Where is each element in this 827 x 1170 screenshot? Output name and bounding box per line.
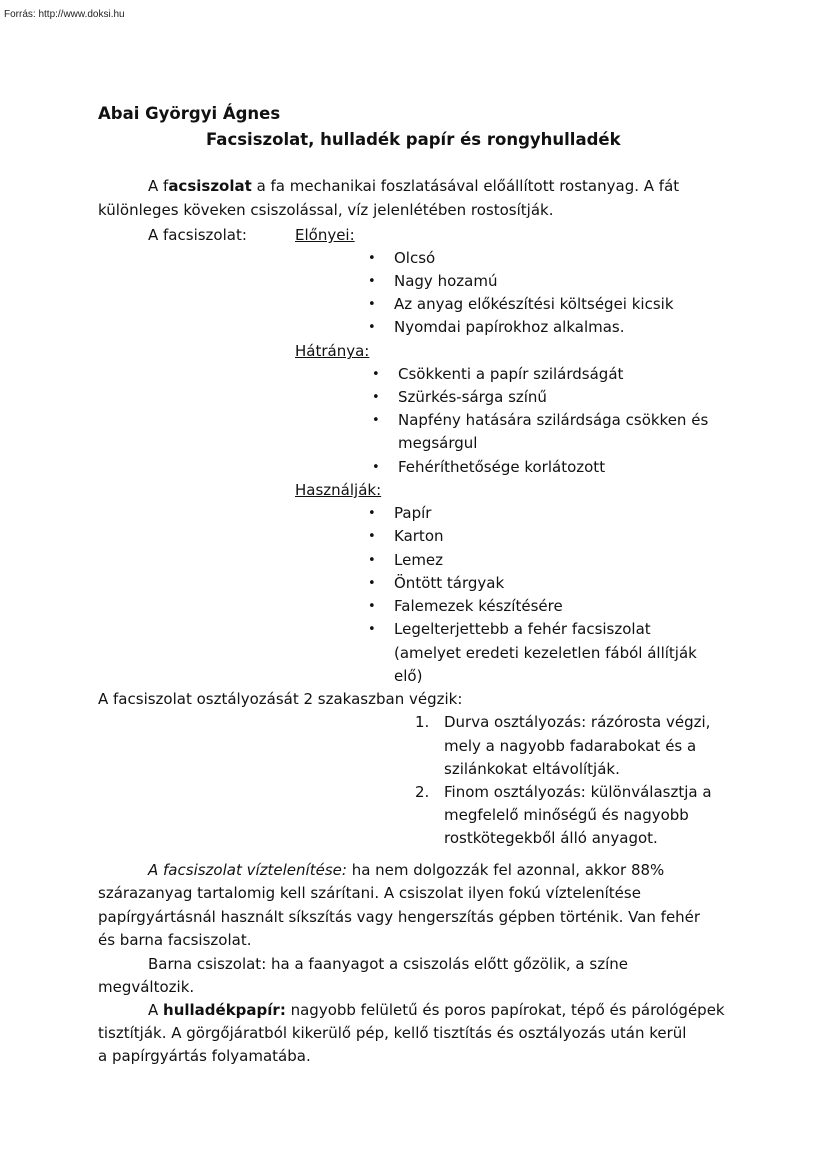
bullet-icon: • bbox=[368, 251, 376, 266]
page-title: Facsiszolat, hulladék papír és rongyhulladék bbox=[206, 130, 621, 149]
bullet-icon: • bbox=[372, 413, 380, 428]
bullet-icon: • bbox=[372, 390, 380, 405]
waste-prefix: A bbox=[148, 1001, 164, 1019]
bullet-icon: • bbox=[368, 506, 376, 521]
numbered-item: 1. Durva osztályozás: rázórosta végzi, bbox=[444, 711, 710, 734]
list-item: • Fehéríthetősége korlátozott bbox=[398, 456, 605, 479]
intro-line-2: különleges köveken csiszolással, víz jelenlétében rostosítják. bbox=[98, 201, 554, 219]
bullet-icon: • bbox=[368, 576, 376, 591]
list-item-continuation: elő) bbox=[394, 667, 423, 685]
dewatering-line-3: papírgyártásnál használt síkszítás vagy hengerszítás gépben történik. Van fehér bbox=[98, 908, 701, 926]
classification-intro: A facsiszolat osztályozását 2 szakaszban végzik: bbox=[98, 690, 463, 708]
intro-prefix: A f bbox=[148, 177, 169, 195]
author: Abai Györgyi Ágnes bbox=[98, 104, 281, 123]
bullet-icon: • bbox=[368, 529, 376, 544]
brown-line-1: Barna csiszolat: ha a faanyagot a csiszolás előtt gőzölik, a színe bbox=[148, 955, 628, 973]
list-item: • Nyomdai papírokhoz alkalmas. bbox=[394, 316, 625, 339]
item-number: 1. bbox=[415, 713, 430, 731]
uses-heading: Használják: bbox=[295, 481, 382, 499]
bullet-icon: • bbox=[372, 367, 380, 382]
item-number: 2. bbox=[415, 783, 430, 801]
section-label: A facsiszolat: bbox=[148, 226, 247, 244]
waste-rest: nagyobb felületű és poros papírokat, tépő és párológépek bbox=[285, 1001, 725, 1019]
bullet-icon: • bbox=[368, 553, 376, 568]
list-item: • Az anyag előkészítési költségei kicsik bbox=[394, 293, 674, 316]
list-item: • Szürkés-sárga színű bbox=[398, 386, 547, 409]
numbered-item-continuation: mely a nagyobb fadarabokat és a bbox=[444, 737, 697, 755]
list-item: • Olcsó bbox=[394, 247, 435, 270]
list-item: • Falemezek készítésére bbox=[394, 595, 563, 618]
list-item-continuation: megsárgul bbox=[398, 434, 478, 452]
disadvantages-heading: Hátránya: bbox=[295, 342, 370, 360]
bullet-icon: • bbox=[368, 599, 376, 614]
intro-line-1 bbox=[148, 175, 679, 198]
dewatering-rest: ha nem dolgozzák fel azonnal, akkor 88% bbox=[346, 861, 665, 879]
dewatering-line-1 bbox=[148, 859, 664, 882]
list-item: • Karton bbox=[394, 525, 444, 548]
list-item: • Papír bbox=[394, 502, 431, 525]
list-item: • Legelterjettebb a fehér facsiszolat bbox=[394, 618, 651, 641]
source-note: Forrás: http://www.doksi.hu bbox=[4, 9, 125, 20]
intro-rest: a fa mechanikai foszlatásával előállított rostanyag. A fát bbox=[251, 177, 680, 195]
waste-line-1 bbox=[148, 999, 725, 1022]
bullet-icon: • bbox=[372, 460, 380, 475]
waste-line-3: a papírgyártás folyamatába. bbox=[98, 1047, 311, 1065]
numbered-item: 2. Finom osztályozás: különválasztja a bbox=[444, 781, 712, 804]
bullet-icon: • bbox=[368, 297, 376, 312]
numbered-item-continuation: rostkötegekből álló anyagot. bbox=[444, 829, 658, 847]
advantages-heading: Előnyei: bbox=[295, 226, 355, 244]
list-item: • Öntött tárgyak bbox=[394, 572, 504, 595]
bullet-icon: • bbox=[368, 622, 376, 637]
intro-term: acsiszolat bbox=[168, 177, 252, 195]
dewatering-line-2: szárazanyag tartalomig kell szárítani. A csiszolat ilyen fokú víztelenítése bbox=[98, 884, 641, 902]
bullet-icon: • bbox=[368, 274, 376, 289]
dewatering-line-4: és barna facsiszolat. bbox=[98, 931, 252, 949]
numbered-item-continuation: megfelelő minőségű és nagyobb bbox=[444, 806, 689, 824]
list-item: • Lemez bbox=[394, 549, 443, 572]
list-item: • Csökkenti a papír szilárdságát bbox=[398, 363, 623, 386]
list-item-continuation: (amelyet eredeti kezeletlen fából állítják bbox=[394, 644, 697, 662]
waste-line-2: tisztítják. A görgőjáratból kikerülő pép, kellő tisztítás és osztályozás után kerül bbox=[98, 1024, 687, 1042]
waste-term: hulladékpapír: bbox=[163, 1001, 286, 1019]
bullet-icon: • bbox=[368, 320, 376, 335]
brown-line-2: megváltozik. bbox=[98, 978, 195, 996]
numbered-item-continuation: szilánkokat eltávolítják. bbox=[444, 760, 620, 778]
list-item: • Nagy hozamú bbox=[394, 270, 497, 293]
dewatering-term: A facsiszolat víztelenítése: bbox=[148, 861, 347, 879]
list-item: • Napfény hatására szilárdsága csökken és bbox=[398, 409, 708, 432]
